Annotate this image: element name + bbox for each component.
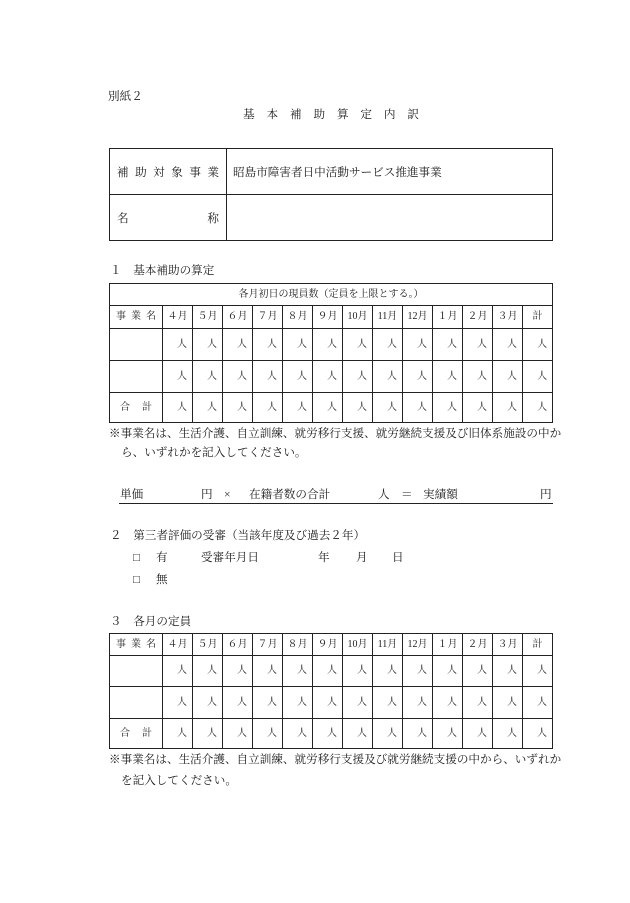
column-header-month: ２月 — [463, 634, 493, 656]
member-count-cell: 人 — [163, 393, 193, 423]
column-header-total: 計 — [523, 306, 553, 329]
capacity-count-cell: 人 — [313, 656, 343, 687]
capacity-count-cell: 人 — [223, 687, 253, 719]
column-header-month: ６月 — [223, 306, 253, 329]
capacity-count-cell: 人 — [253, 656, 283, 687]
month-label: 月 — [356, 551, 368, 564]
column-header-month: ３月 — [493, 634, 523, 656]
total-row-label: 合 計 — [110, 719, 163, 749]
member-count-cell: 人 — [313, 393, 343, 423]
member-count-cell: 人 — [373, 361, 403, 393]
capacity-count-cell: 人 — [523, 656, 553, 687]
capacity-count-cell: 人 — [163, 687, 193, 719]
monthly-capacity-table — [109, 633, 553, 749]
capacity-count-cell: 人 — [493, 687, 523, 719]
capacity-count-cell: 人 — [193, 719, 223, 749]
subsidy-target-table — [109, 148, 553, 241]
checkbox-no-icon: □ — [133, 573, 141, 586]
capacity-count-cell: 人 — [373, 687, 403, 719]
member-count-cell: 人 — [523, 329, 553, 361]
member-count-cell: 人 — [253, 329, 283, 361]
capacity-count-cell: 人 — [163, 719, 193, 749]
document-title: 基 本 補 助 算 定 内 訳 — [243, 108, 419, 121]
unit-price-label: 単価 — [120, 488, 144, 501]
enrolled-total-label: 在籍者数の合計 — [249, 488, 331, 501]
member-count-cell: 人 — [493, 393, 523, 423]
member-count-cell: 人 — [403, 361, 433, 393]
table-row — [110, 719, 553, 749]
column-header-month: ７月 — [253, 306, 283, 329]
capacity-count-cell: 人 — [433, 656, 463, 687]
capacity-count-cell: 人 — [463, 656, 493, 687]
capacity-count-cell: 人 — [523, 687, 553, 719]
table-caption-row — [110, 284, 553, 306]
option-no-label: 無 — [156, 573, 168, 586]
member-count-cell: 人 — [283, 329, 313, 361]
column-header-month: ５月 — [193, 634, 223, 656]
column-header-month: ２月 — [463, 306, 493, 329]
member-count-cell: 人 — [193, 393, 223, 423]
member-count-cell: 人 — [373, 393, 403, 423]
member-count-cell: 人 — [223, 329, 253, 361]
member-count-cell: 人 — [433, 329, 463, 361]
member-count-cell: 人 — [283, 361, 313, 393]
column-header-month: 12月 — [403, 634, 433, 656]
capacity-count-cell: 人 — [463, 687, 493, 719]
capacity-count-cell: 人 — [253, 687, 283, 719]
member-count-cell: 人 — [163, 329, 193, 361]
monthly-current-members-table — [109, 283, 553, 423]
column-header-month: ６月 — [223, 634, 253, 656]
column-header-month: ８月 — [283, 306, 313, 329]
column-header-month: ７月 — [253, 634, 283, 656]
member-count-cell: 人 — [163, 361, 193, 393]
member-count-cell: 人 — [433, 393, 463, 423]
member-count-cell: 人 — [313, 329, 343, 361]
business-name-cell — [110, 656, 163, 687]
business-name-cell — [110, 329, 163, 361]
equals-sign: ＝ — [401, 488, 413, 501]
capacity-count-cell: 人 — [493, 719, 523, 749]
column-header-month: ３月 — [493, 306, 523, 329]
year-label: 年 — [318, 551, 330, 564]
column-header-month: ４月 — [163, 306, 193, 329]
member-count-cell: 人 — [373, 329, 403, 361]
capacity-count-cell: 人 — [373, 719, 403, 749]
capacity-count-cell: 人 — [433, 719, 463, 749]
member-count-cell: 人 — [223, 361, 253, 393]
actual-amount-yen-unit: 円 — [540, 488, 552, 501]
table-row — [110, 195, 553, 241]
column-header-month: ９月 — [313, 634, 343, 656]
member-count-cell: 人 — [433, 361, 463, 393]
member-count-cell: 人 — [493, 361, 523, 393]
capacity-count-cell: 人 — [373, 656, 403, 687]
capacity-count-cell: 人 — [463, 719, 493, 749]
column-header-month: 10月 — [343, 634, 373, 656]
section-1-heading: １ 基本補助の算定 — [110, 264, 215, 277]
table-row — [110, 656, 553, 687]
member-count-cell: 人 — [523, 393, 553, 423]
member-count-cell: 人 — [223, 393, 253, 423]
table-row — [110, 361, 553, 393]
member-count-cell: 人 — [313, 361, 343, 393]
table-row — [110, 329, 553, 361]
member-count-cell: 人 — [463, 329, 493, 361]
column-header-month: ５月 — [193, 306, 223, 329]
table-header-row — [110, 306, 553, 329]
capacity-count-cell: 人 — [403, 687, 433, 719]
member-count-cell: 人 — [403, 393, 433, 423]
capacity-count-cell: 人 — [223, 719, 253, 749]
member-count-cell: 人 — [193, 361, 223, 393]
multiply-sign: × — [224, 488, 231, 501]
formula-underline — [119, 503, 553, 504]
member-count-cell: 人 — [283, 393, 313, 423]
subsidy-target-business-label: 補 助 対 象 事 業 — [110, 149, 227, 195]
column-header-total: 計 — [523, 634, 553, 656]
business-name-note-line-2: ら、いずれかを記入してください。 — [121, 446, 307, 459]
checkbox-yes-icon: □ — [133, 551, 141, 564]
review-date-label: 受審年月日 — [201, 551, 259, 564]
table-row — [110, 393, 553, 423]
member-count-cell: 人 — [523, 361, 553, 393]
attachment-label: 別紙２ — [108, 90, 143, 103]
capacity-count-cell: 人 — [403, 719, 433, 749]
capacity-count-cell: 人 — [343, 719, 373, 749]
business-name-cell — [110, 361, 163, 393]
member-count-cell: 人 — [343, 393, 373, 423]
member-count-cell: 人 — [253, 393, 283, 423]
column-header-business-name: 事 業 名 — [110, 634, 163, 656]
column-header-month: 12月 — [403, 306, 433, 329]
actual-amount-label: 実績額 — [423, 488, 458, 501]
capacity-count-cell: 人 — [193, 687, 223, 719]
member-count-cell: 人 — [343, 329, 373, 361]
capacity-count-cell: 人 — [343, 687, 373, 719]
capacity-count-cell: 人 — [283, 656, 313, 687]
member-count-cell: 人 — [193, 329, 223, 361]
column-header-month: ８月 — [283, 634, 313, 656]
table-header-row — [110, 634, 553, 656]
table-row — [110, 687, 553, 719]
capacity-count-cell: 人 — [193, 656, 223, 687]
column-header-business-name: 事 業 名 — [110, 306, 163, 329]
column-header-month: 11月 — [373, 306, 403, 329]
column-header-month: ４月 — [163, 634, 193, 656]
business-name-note-line-1: ※事業名は、生活介護、自立訓練、就労移行支援、就労継続支援及び旧体系施設の中か — [109, 427, 562, 440]
column-header-month: １月 — [433, 634, 463, 656]
column-header-month: 11月 — [373, 634, 403, 656]
capacity-count-cell: 人 — [403, 656, 433, 687]
option-yes-label: 有 — [156, 551, 168, 564]
subsidy-target-business-value: 昭島市障害者日中活動サービス推進事業 — [227, 149, 553, 195]
member-count-cell: 人 — [403, 329, 433, 361]
column-header-month: 10月 — [343, 306, 373, 329]
capacity-count-cell: 人 — [283, 719, 313, 749]
capacity-count-cell: 人 — [163, 656, 193, 687]
member-count-cell: 人 — [463, 393, 493, 423]
unit-price-yen-unit: 円 — [201, 488, 213, 501]
member-count-cell: 人 — [493, 329, 523, 361]
capacity-note-line-2: を記入してください。 — [121, 774, 237, 787]
capacity-count-cell: 人 — [283, 687, 313, 719]
table-row — [110, 149, 553, 195]
member-count-cell: 人 — [343, 361, 373, 393]
member-count-cell: 人 — [253, 361, 283, 393]
capacity-count-cell: 人 — [493, 656, 523, 687]
capacity-count-cell: 人 — [313, 687, 343, 719]
capacity-note-line-1: ※事業名は、生活介護、自立訓練、就労移行支援及び就労継続支援の中から、いずれか — [109, 753, 562, 766]
capacity-count-cell: 人 — [313, 719, 343, 749]
capacity-count-cell: 人 — [253, 719, 283, 749]
capacity-count-cell: 人 — [523, 719, 553, 749]
section-2-heading: ２ 第三者評価の受審（当該年度及び過去２年） — [110, 529, 366, 542]
enrolled-person-unit: 人 — [378, 488, 390, 501]
table-caption-cell: 各月初日の現員数（定員を上限とする。） — [110, 284, 553, 306]
section-3-heading: ３ 各月の定員 — [110, 615, 192, 628]
capacity-count-cell: 人 — [343, 656, 373, 687]
total-row-label: 合 計 — [110, 393, 163, 423]
member-count-cell: 人 — [463, 361, 493, 393]
day-label: 日 — [392, 551, 404, 564]
column-header-month: １月 — [433, 306, 463, 329]
business-name-label: 名 称 — [110, 195, 227, 241]
column-header-month: ９月 — [313, 306, 343, 329]
business-name-value — [227, 195, 553, 241]
business-name-cell — [110, 687, 163, 719]
capacity-count-cell: 人 — [223, 656, 253, 687]
capacity-count-cell: 人 — [433, 687, 463, 719]
